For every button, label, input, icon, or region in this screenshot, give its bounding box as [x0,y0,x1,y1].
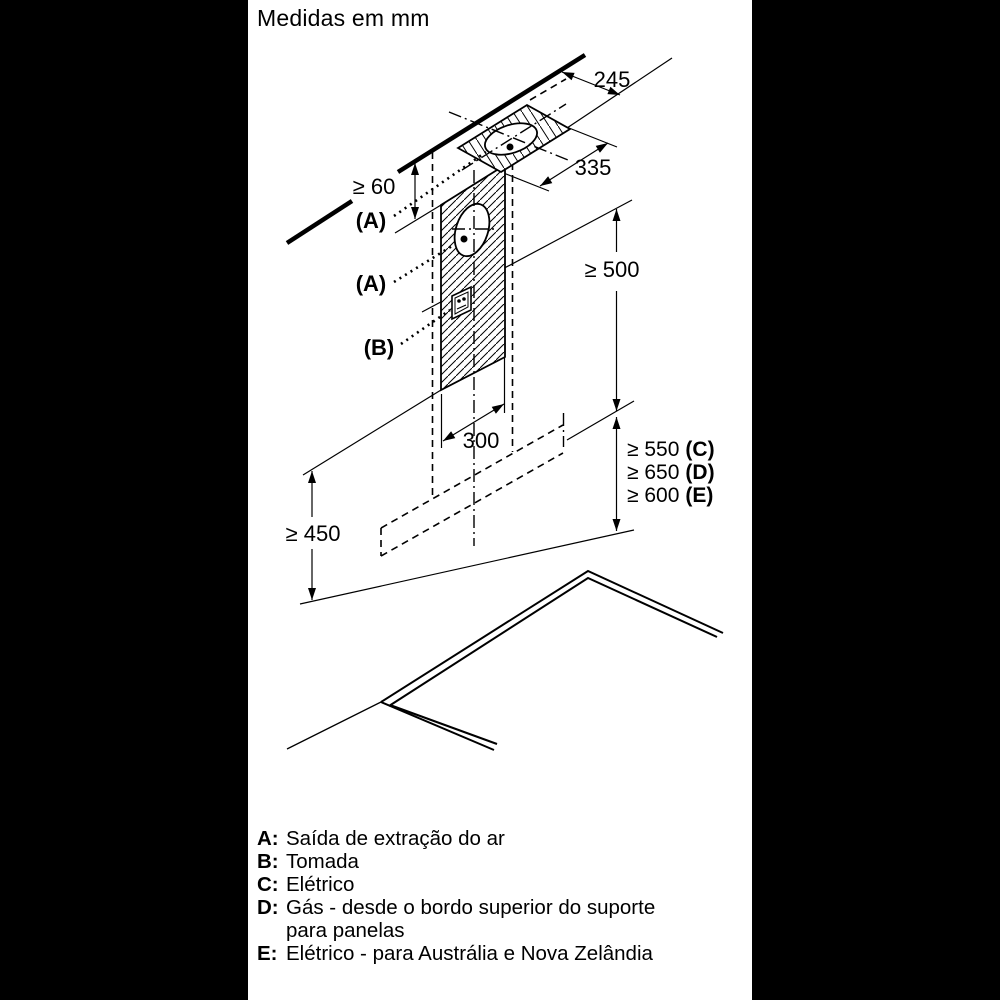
ext-335-left [501,172,549,191]
cooktop-level-line [300,530,634,604]
wall-mount-area [441,165,505,390]
worktop-edge [287,702,381,749]
callout-a-ceiling: (A) [355,208,387,233]
legend-text-c: Elétrico [286,873,355,896]
legend-item-c [257,873,729,896]
legend-key-c: C: [257,873,279,896]
dim-650D-label: ≥ 650 (D) [627,461,715,484]
dim-450-label: ≥ 450 [285,521,341,546]
dim-245-label: 245 [593,67,631,92]
hood-top-level-line [567,401,634,440]
legend-text-d-line1: Gás - desde o bordo superior do suporte [286,896,656,919]
legend [257,827,729,965]
legend-item-d [257,896,729,942]
legend-text-d [286,896,729,942]
dim-335-label: 335 [574,155,612,180]
legend-key-b: B: [257,850,279,873]
legend-key-e: E: [257,942,278,965]
cooktop [287,571,723,750]
legend-text-b: Tomada [286,850,359,873]
legend-key-d: D: [257,896,279,919]
dim-60-label: ≥ 60 [352,174,396,199]
legend-item-e [257,942,729,965]
callout-b-socket: (B) [363,335,395,360]
page-title: Medidas em mm [257,5,430,31]
legend-text-a: Saída de extração do ar [286,827,505,850]
callout-a-wall: (A) [355,271,387,296]
legend-item-b [257,850,729,873]
ext-335-right [569,128,617,147]
legend-key-a: A: [257,827,279,850]
dim-600E-label: ≥ 600 (E) [627,484,714,507]
dim-300-label: 300 [462,428,500,453]
legend-item-a [257,827,729,850]
legend-text-d-line2: para panelas [286,919,405,942]
dim-500-label: ≥ 500 [584,257,640,282]
legend-text-e: Elétrico - para Austrália e Nova Zelândia [286,942,653,965]
dim-550C-label: ≥ 550 (C) [627,438,715,461]
hood-bottom-level-line [303,390,441,475]
